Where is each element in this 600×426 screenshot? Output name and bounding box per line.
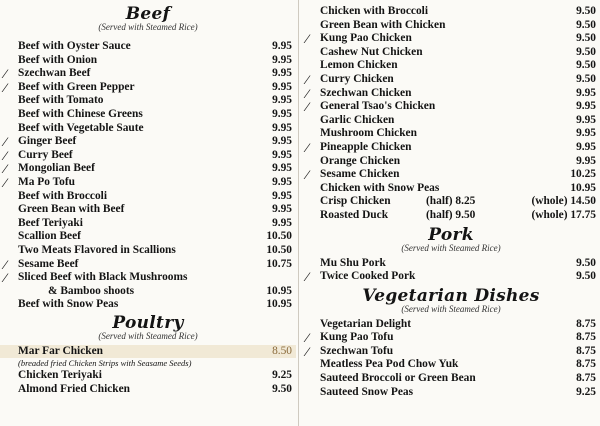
item-price: 10.50 bbox=[266, 230, 292, 243]
item-price: 9.50 bbox=[576, 18, 596, 31]
list-item bbox=[0, 162, 296, 176]
item-price: 8.75 bbox=[576, 358, 596, 371]
item-name: Szechwan Beef bbox=[18, 67, 91, 80]
item-note-text: (breaded fried Chicken Strips with Seasame Seeds) bbox=[18, 358, 192, 369]
list-item bbox=[0, 285, 296, 299]
item-name: Sesame Chicken bbox=[320, 168, 400, 181]
right-column bbox=[302, 0, 600, 399]
list-item bbox=[302, 195, 600, 209]
list-item bbox=[302, 345, 600, 359]
item-price: 9.95 bbox=[272, 107, 292, 120]
item-price: 9.95 bbox=[272, 121, 292, 134]
item-name: Sliced Beef with Black Mushrooms bbox=[18, 271, 188, 284]
item-price: 9.95 bbox=[272, 203, 292, 216]
list-item bbox=[0, 203, 296, 217]
pepper-icon: ⁄ bbox=[306, 31, 309, 47]
list-item bbox=[0, 345, 296, 359]
item-name: Beef with Green Pepper bbox=[18, 80, 135, 93]
item-price: 9.95 bbox=[272, 67, 292, 80]
item-name: Beef with Vegetable Saute bbox=[18, 121, 144, 134]
list-item bbox=[0, 230, 296, 244]
column-divider bbox=[298, 0, 299, 426]
item-price: 9.95 bbox=[272, 94, 292, 107]
item-name: Pineapple Chicken bbox=[320, 140, 412, 153]
item-name: Szechwan Tofu bbox=[320, 344, 394, 357]
left-column bbox=[0, 0, 296, 397]
item-name: Beef Teriyaki bbox=[18, 216, 83, 229]
item-name: Beef with Broccoli bbox=[18, 189, 107, 202]
item-name: Beef with Onion bbox=[18, 53, 98, 66]
list-item bbox=[0, 149, 296, 163]
list-item bbox=[302, 257, 600, 271]
item-note bbox=[0, 358, 296, 369]
list-item bbox=[302, 141, 600, 155]
item-price: 8.75 bbox=[576, 317, 596, 330]
item-price: 9.95 bbox=[272, 53, 292, 66]
item-name: Ma Po Tofu bbox=[18, 175, 75, 188]
list-item bbox=[0, 244, 296, 258]
item-price-half: (half) 8.25 bbox=[426, 195, 476, 208]
pepper-icon: ⁄ bbox=[306, 330, 309, 346]
pepper-icon: ⁄ bbox=[306, 269, 309, 285]
item-price: 9.95 bbox=[272, 175, 292, 188]
list-item bbox=[302, 182, 600, 196]
item-name: Cashew Nut Chicken bbox=[320, 45, 423, 58]
list-item bbox=[0, 258, 296, 272]
item-name: Chicken with Broccoli bbox=[320, 5, 428, 17]
list-item bbox=[302, 386, 600, 400]
item-name: Vegetarian Delight bbox=[320, 317, 412, 330]
item-price: 9.95 bbox=[576, 100, 596, 113]
item-price-whole: (whole) 14.50 bbox=[531, 195, 596, 208]
item-name: Lemon Chicken bbox=[320, 59, 398, 72]
item-price: 9.95 bbox=[576, 140, 596, 153]
pepper-icon: ⁄ bbox=[306, 343, 309, 359]
list-item bbox=[302, 168, 600, 182]
item-name: Kung Pao Tofu bbox=[320, 331, 394, 344]
item-price: 9.50 bbox=[576, 59, 596, 72]
list-item bbox=[302, 155, 600, 169]
list-item bbox=[0, 176, 296, 190]
list-item bbox=[0, 54, 296, 68]
item-price: 9.95 bbox=[576, 86, 596, 99]
section-subtitle-vegetarian: (Served with Steamed Rice) bbox=[401, 303, 501, 314]
item-name: Beef with Snow Peas bbox=[18, 298, 119, 311]
pepper-icon: ⁄ bbox=[4, 270, 7, 286]
pepper-icon: ⁄ bbox=[4, 256, 7, 272]
item-name: Meatless Pea Pod Chow Yuk bbox=[320, 358, 459, 371]
item-name: Chicken with Snow Peas bbox=[320, 181, 440, 194]
item-price: 10.95 bbox=[266, 284, 292, 297]
list-item bbox=[302, 209, 600, 223]
pepper-icon: ⁄ bbox=[306, 71, 309, 87]
item-price: 10.25 bbox=[570, 168, 596, 181]
section-subtitle-pork: (Served with Steamed Rice) bbox=[401, 242, 501, 253]
item-name: Crisp Chicken bbox=[320, 195, 391, 208]
list-item bbox=[302, 358, 600, 372]
list-item bbox=[0, 271, 296, 285]
item-name: Scallion Beef bbox=[18, 230, 81, 243]
list-item bbox=[0, 135, 296, 149]
list-item bbox=[0, 108, 296, 122]
item-price: 9.95 bbox=[272, 148, 292, 161]
item-name: Ginger Beef bbox=[18, 135, 77, 148]
list-item bbox=[0, 40, 296, 54]
item-name: Beef with Tomato bbox=[18, 94, 104, 107]
list-item bbox=[0, 190, 296, 204]
list-item bbox=[302, 59, 600, 73]
pepper-icon: ⁄ bbox=[4, 79, 7, 95]
item-name: Garlic Chicken bbox=[320, 113, 395, 126]
item-name: Curry Chicken bbox=[320, 72, 394, 85]
item-price: 9.25 bbox=[576, 385, 596, 398]
item-price: 9.95 bbox=[576, 127, 596, 140]
item-price: 8.50 bbox=[272, 344, 292, 357]
pepper-icon: ⁄ bbox=[306, 139, 309, 155]
item-price: 9.50 bbox=[576, 72, 596, 85]
item-price-whole: (whole) 17.75 bbox=[531, 208, 596, 221]
section-title-pork: Pork bbox=[428, 224, 474, 245]
item-price: 9.95 bbox=[272, 216, 292, 229]
item-price: 9.50 bbox=[576, 256, 596, 269]
list-item bbox=[302, 318, 600, 332]
item-price: 9.50 bbox=[576, 45, 596, 58]
item-name: Green Bean with Chicken bbox=[320, 18, 446, 31]
vegetarian-list bbox=[302, 318, 600, 400]
item-name: Mu Shu Pork bbox=[320, 256, 386, 269]
list-item bbox=[302, 270, 600, 284]
item-price: 8.75 bbox=[576, 331, 596, 344]
pepper-icon: ⁄ bbox=[4, 161, 7, 177]
pepper-icon: ⁄ bbox=[4, 66, 7, 82]
item-price: 9.95 bbox=[272, 135, 292, 148]
list-item bbox=[302, 127, 600, 141]
item-name: General Tsao's Chicken bbox=[320, 100, 436, 113]
item-name: Green Bean with Beef bbox=[18, 203, 125, 216]
item-name: Sauteed Snow Peas bbox=[320, 385, 414, 398]
item-name: & Bamboo shoots bbox=[48, 284, 135, 297]
list-item bbox=[0, 298, 296, 312]
list-item bbox=[302, 372, 600, 386]
item-price: 9.95 bbox=[272, 162, 292, 175]
list-item bbox=[0, 217, 296, 231]
chicken-list bbox=[302, 5, 600, 195]
item-price: 10.50 bbox=[266, 243, 292, 256]
item-name: Sesame Beef bbox=[18, 257, 79, 270]
pork-list bbox=[302, 257, 600, 284]
item-name: Twice Cooked Pork bbox=[320, 270, 416, 283]
list-item bbox=[302, 73, 600, 87]
list-item bbox=[0, 369, 296, 383]
beef-list bbox=[0, 40, 296, 312]
pepper-icon: ⁄ bbox=[306, 85, 309, 101]
item-name: Kung Pao Chicken bbox=[320, 32, 412, 45]
list-item bbox=[302, 87, 600, 101]
item-price: 9.95 bbox=[272, 40, 292, 52]
item-name: Mar Far Chicken bbox=[18, 344, 104, 357]
item-price: 8.75 bbox=[576, 344, 596, 357]
pepper-icon: ⁄ bbox=[4, 147, 7, 163]
item-price: 9.95 bbox=[576, 154, 596, 167]
section-title-beef: Beef bbox=[125, 4, 171, 24]
item-name: Beef with Oyster Sauce bbox=[18, 40, 131, 52]
item-name: Sauteed Broccoli or Green Bean bbox=[320, 372, 476, 385]
item-price-half: (half) 9.50 bbox=[426, 208, 476, 221]
item-price: 9.50 bbox=[576, 5, 596, 17]
item-name: Mushroom Chicken bbox=[320, 127, 417, 140]
item-price: 10.95 bbox=[570, 181, 596, 194]
item-name: Two Meats Flavored in Scallions bbox=[18, 243, 176, 256]
item-price: 9.50 bbox=[576, 270, 596, 283]
item-name: Roasted Duck bbox=[320, 208, 389, 221]
item-name: Curry Beef bbox=[18, 148, 73, 161]
item-price: 10.75 bbox=[266, 257, 292, 270]
item-price: 9.95 bbox=[272, 189, 292, 202]
item-name: Orange Chicken bbox=[320, 154, 401, 167]
pepper-icon: ⁄ bbox=[4, 134, 7, 150]
item-name: Mongolian Beef bbox=[18, 162, 95, 175]
item-price: 9.95 bbox=[272, 80, 292, 93]
section-subtitle-beef: (Served with Steamed Rice) bbox=[98, 22, 198, 32]
item-price: 9.50 bbox=[576, 32, 596, 45]
item-price: 9.95 bbox=[576, 113, 596, 126]
list-item bbox=[302, 5, 600, 19]
section-subtitle-poultry: (Served with Steamed Rice) bbox=[98, 330, 198, 341]
section-title-vegetarian: Vegetarian Dishes bbox=[362, 285, 540, 306]
list-item bbox=[0, 383, 296, 397]
list-item bbox=[0, 94, 296, 108]
list-item bbox=[0, 67, 296, 81]
pepper-icon: ⁄ bbox=[306, 99, 309, 115]
item-name: Almond Fried Chicken bbox=[18, 383, 131, 396]
pepper-icon: ⁄ bbox=[306, 167, 309, 183]
list-item bbox=[302, 19, 600, 33]
item-name: Beef with Chinese Greens bbox=[18, 107, 143, 120]
poultry-list bbox=[0, 369, 296, 396]
pepper-icon: ⁄ bbox=[4, 174, 7, 190]
list-item bbox=[0, 122, 296, 136]
list-item bbox=[302, 114, 600, 128]
list-item bbox=[0, 81, 296, 95]
item-price: 10.95 bbox=[266, 298, 292, 311]
item-name: Szechwan Chicken bbox=[320, 86, 412, 99]
list-item bbox=[302, 331, 600, 345]
item-price: 9.50 bbox=[272, 383, 292, 396]
list-item bbox=[302, 32, 600, 46]
section-title-poultry: Poultry bbox=[112, 312, 184, 333]
item-price: 9.25 bbox=[272, 369, 292, 382]
item-price: 8.75 bbox=[576, 372, 596, 385]
list-item bbox=[302, 46, 600, 60]
item-name: Chicken Teriyaki bbox=[18, 369, 102, 382]
list-item bbox=[302, 100, 600, 114]
